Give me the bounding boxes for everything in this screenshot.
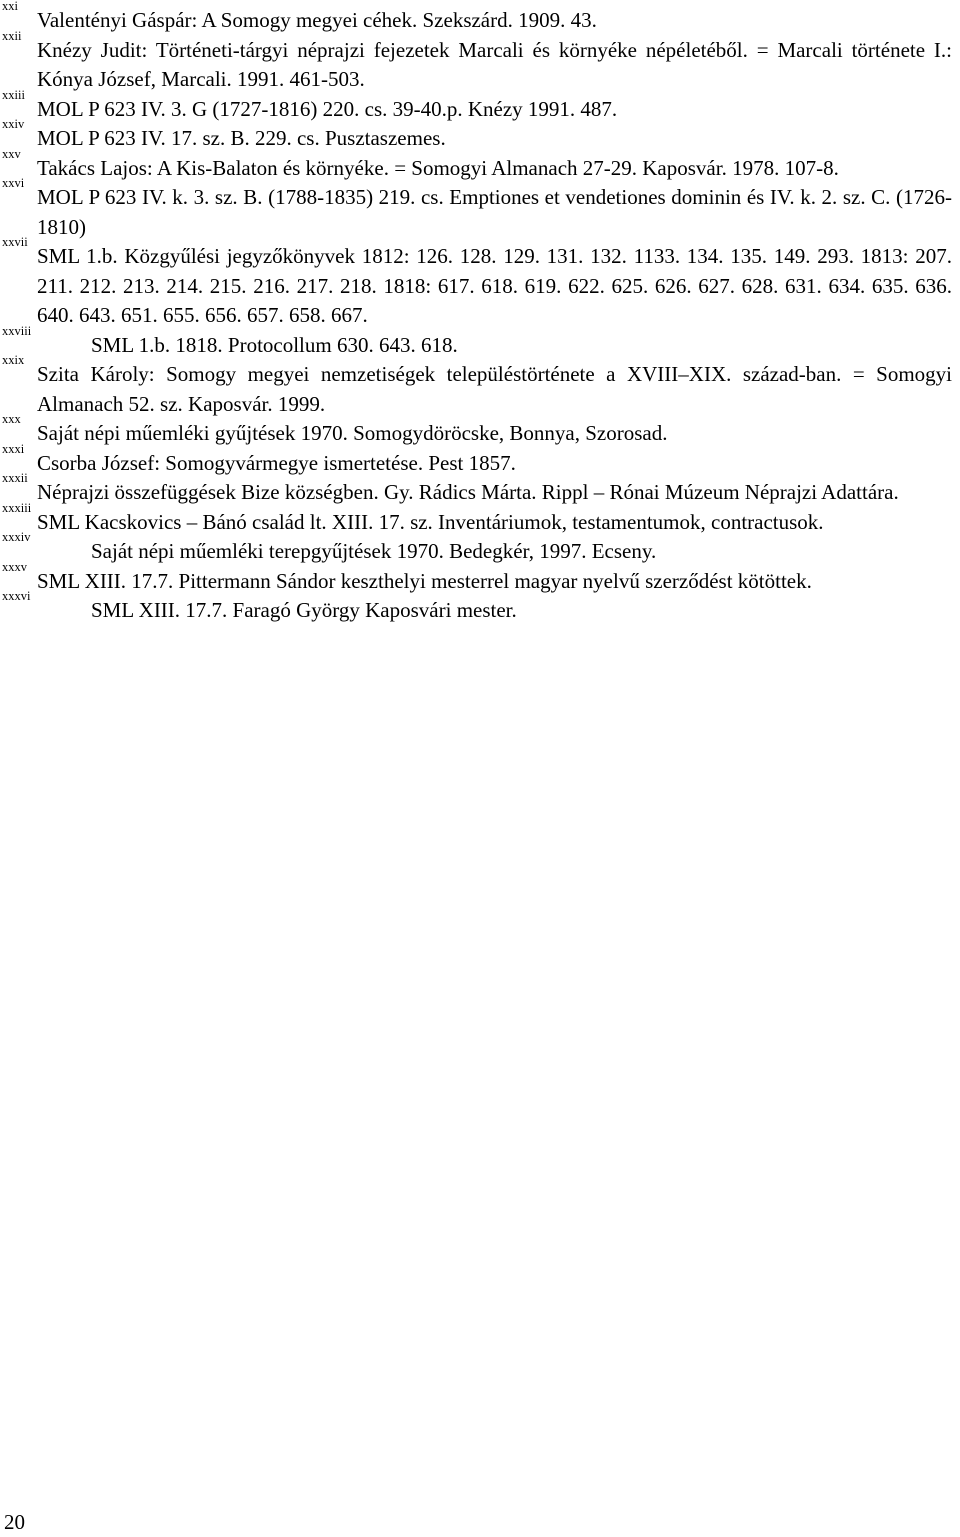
endnote-xxxvi [0, 589, 960, 626]
endnote-marker: xxxiv [2, 530, 31, 544]
endnote-text: MOL P 623 IV. 3. G (1727-1816) 220. cs. 39-40.p. Knézy 1991. 487. [37, 96, 618, 121]
endnote-text: SML Kacskovics – Bánó család lt. XIII. 17. sz. Inventáriumok, testamentumok, contractusok. [37, 509, 824, 534]
endnote-xxxii [0, 471, 960, 508]
endnote-text: Saját népi műemléki terepgyűjtések 1970. Bedegkér, 1997. Ecseny. [91, 539, 657, 563]
endnote-xxix [0, 353, 960, 419]
endnote-marker: xxix [2, 353, 25, 367]
endnote-marker: xxviii [2, 323, 32, 338]
endnote-xxviii [0, 323, 960, 361]
endnote-marker: xxv [2, 146, 21, 161]
endnote-xxv [0, 146, 960, 184]
endnotes-list [0, 0, 960, 626]
endnote-marker: xxiv [2, 117, 25, 131]
endnote-text: MOL P 623 IV. 17. sz. B. 229. cs. Pusztaszemes. [37, 126, 446, 150]
endnote-xxvii [0, 235, 960, 331]
endnote-xxxiii [0, 500, 960, 538]
endnote-marker: xxxiii [2, 500, 32, 515]
endnote-text: SML 1.b. 1818. Protocollum 630. 643. 618. [91, 332, 458, 357]
endnote-text: Knézy Judit: Történeti-tárgyi néprajzi fejezetek Marcali és környéke népéletéből. = Marcali története I.: Kónya József, Marcali. 1991. 461-503. [37, 37, 952, 91]
endnote-text: SML 1.b. Közgyűlési jegyzőkönyvek 1812: 126. 128. 129. 131. 132. 1133. 134. 135. 149. 293. 1813: 207. 211. 212. 213. 214. 215. 216. 217. 218. 1818: 617. 618. 619. 622. 625. 626. 627. 628. 631. 634. 635. 636. 640. 643. 651. 655. 656. 657. 658. 667. [37, 244, 952, 327]
endnote-xxiv [0, 117, 960, 154]
endnote-text: Saját népi műemléki gyűjtések 1970. Somogydöröcske, Bonnya, Szorosad. [37, 421, 668, 445]
endnote-marker: xxii [2, 28, 22, 43]
endnote-text: SML XIII. 17.7. Pittermann Sándor keszthelyi mesterrel magyar nyelvű szerződést kötöttek. [37, 568, 812, 593]
endnote-text: Valentényi Gáspár: A Somogy megyei céhek. Szekszárd. 1909. 43. [37, 8, 597, 32]
endnote-xxvi [0, 176, 960, 242]
endnote-marker: xxi [2, 0, 18, 13]
endnote-text: Csorba József: Somogyvármegye ismertetése. Pest 1857. [37, 450, 516, 475]
endnote-xxiii [0, 87, 960, 125]
endnote-text: Néprajzi összefüggések Bize községben. Gy. Rádics Márta. Rippl – Rónai Múzeum Néprajzi Adattára. [37, 480, 899, 504]
endnote-xxxiv [0, 530, 960, 567]
endnote-xxxv [0, 559, 960, 597]
endnote-text: Szita Károly: Somogy megyei nemzetiségek településtörténete a XVIII–XIX. század-ban. = Somogyi Almanach 52. sz. Kaposvár. 1999. [37, 362, 952, 416]
endnote-xxi [0, 0, 960, 36]
endnote-xxx [0, 412, 960, 449]
endnote-text: SML XIII. 17.7. Faragó György Kaposvári mester. [91, 598, 517, 622]
endnote-marker: xxx [2, 412, 21, 426]
endnote-marker: xxvii [2, 235, 28, 249]
endnote-marker: xxvi [2, 176, 25, 190]
endnote-marker: xxxii [2, 471, 28, 485]
endnote-text: MOL P 623 IV. k. 3. sz. B. (1788-1835) 219. cs. Emptiones et vendetiones dominin és IV. k. 2. sz. C. (1726-1810) [37, 185, 952, 239]
endnote-xxxi [0, 441, 960, 479]
endnote-text: Takács Lajos: A Kis-Balaton és környéke. = Somogyi Almanach 27-29. Kaposvár. 1978. 107-8. [37, 155, 839, 180]
endnote-marker: xxxi [2, 441, 25, 456]
page-number: 20 [4, 1510, 25, 1534]
endnote-marker: xxxv [2, 559, 27, 574]
endnote-marker: xxxvi [2, 589, 31, 603]
endnote-marker: xxiii [2, 87, 25, 102]
endnote-xxii [0, 28, 960, 95]
